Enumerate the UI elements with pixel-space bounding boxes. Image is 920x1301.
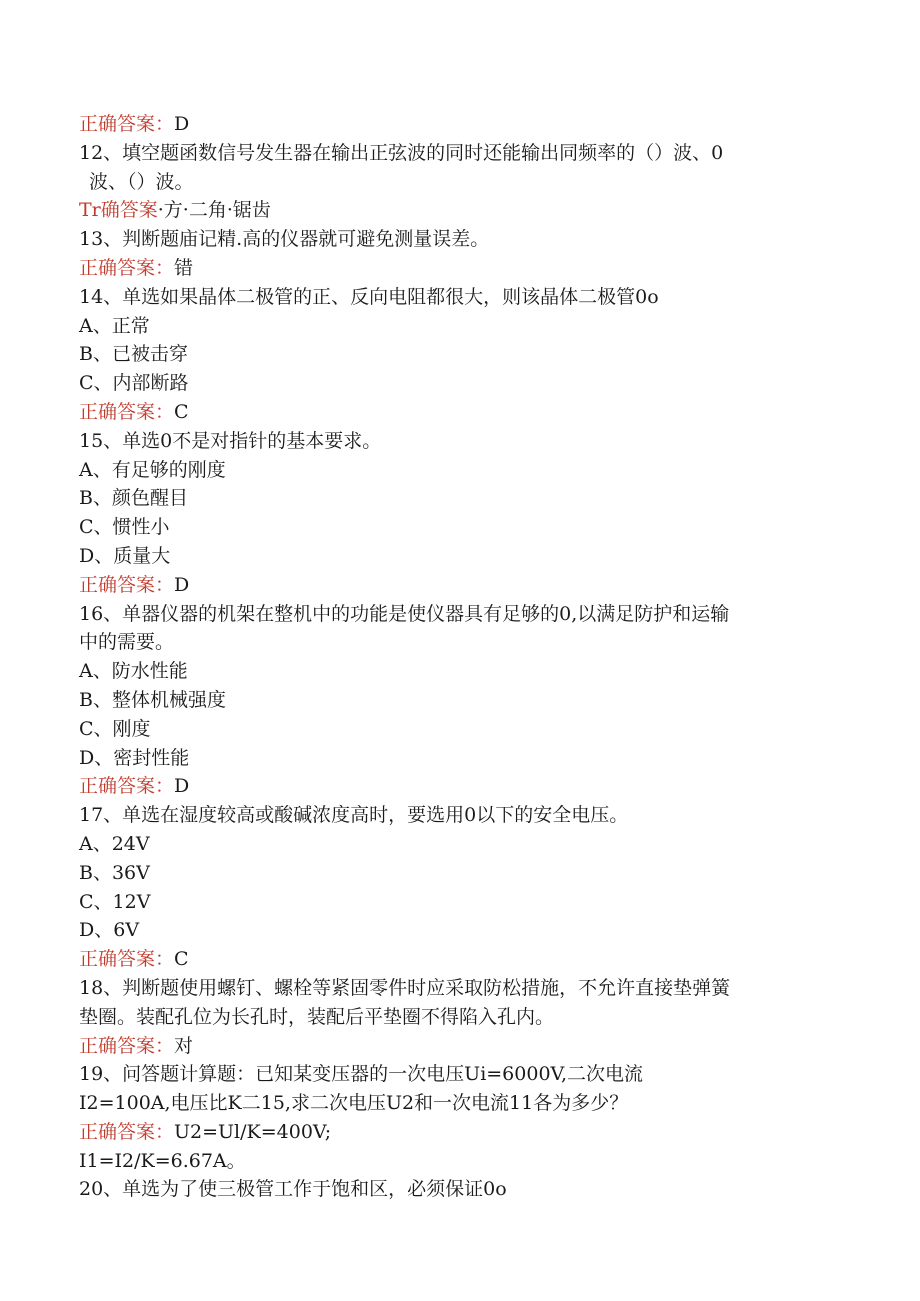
answer-value: C	[174, 948, 189, 971]
answer-label: 正确答案：	[79, 1120, 175, 1143]
text-line: C、内部断路	[79, 372, 189, 395]
text-line: 波、（）波。	[89, 170, 194, 193]
text-line: A、正常	[79, 314, 150, 337]
answer-label: 正确答案：	[79, 113, 175, 135]
text-line: 垫圈。装配孔位为长孔时，装配后平垫圈不得陷入孔内。	[79, 1005, 555, 1028]
text-line: 中的需要。	[79, 631, 175, 654]
answer-line	[79, 196, 839, 225]
answer-value: 对	[174, 1034, 194, 1057]
answer-line	[79, 254, 839, 283]
text-line: I1=I2/K=6.67A。	[79, 1149, 246, 1172]
answer-line	[79, 571, 839, 600]
answer-value: ·方·二角·锯齿	[157, 199, 271, 222]
text-line: B、36V	[79, 861, 150, 884]
question-list	[79, 110, 839, 1204]
text-line: B、已被击穿	[79, 343, 188, 366]
answer-line	[79, 1032, 839, 1061]
text-line: A、24V	[79, 832, 150, 855]
answer-value: U2=Ul/K=400V;	[174, 1120, 332, 1143]
text-line: C、12V	[79, 890, 151, 913]
answer-label: 正确答案：	[79, 1034, 175, 1057]
answer-value: C	[174, 400, 189, 423]
answer-label: 正确答案：	[79, 573, 175, 596]
text-line: A、有足够的刚度	[79, 458, 226, 481]
text-line: 18、判断题使用螺钉、螺栓等紧固零件时应采取防松措施，不允许直接垫弹簧	[79, 976, 731, 999]
answer-line	[79, 398, 839, 427]
text-line: 16、单器仪器的机架在整机中的功能是使仪器具有足够的0,以满足防护和运输	[79, 602, 730, 625]
answer-line	[79, 945, 839, 974]
text-line: D、6V	[79, 919, 140, 942]
answer-value: D	[174, 573, 190, 596]
answer-label: Tr确答案	[79, 199, 158, 222]
answer-label: 正确答案：	[79, 400, 175, 423]
answer-label: 正确答案：	[79, 256, 175, 279]
text-line: I2=100A,电压比K二15,求二次电压U2和一次电流11各为多少？	[79, 1092, 629, 1115]
answer-value: D	[174, 113, 190, 135]
text-line: D、密封性能	[79, 746, 190, 769]
text-line: 17、单选在湿度较高或酸碱浓度高时，要选用0以下的安全电压。	[79, 804, 629, 827]
text-line: B、整体机械强度	[79, 688, 226, 711]
text-line: 12、填空题函数信号发生器在输出正弦波的同时还能输出同频率的（）波、0	[79, 141, 724, 164]
text-line: C、惯性小	[79, 516, 170, 539]
text-line: 15、单选0不是对指针的基本要求。	[79, 429, 382, 452]
text-line: 13、判断题庙记精.高的仪器就可避免测量误差。	[79, 228, 490, 251]
answer-label: 正确答案：	[79, 775, 175, 798]
answer-line	[79, 772, 839, 801]
answer-value: D	[174, 775, 190, 798]
text-line: C、刚度	[79, 717, 151, 740]
answer-label: 正确答案：	[79, 948, 175, 971]
answer-line	[79, 110, 839, 139]
answer-value: 错	[174, 256, 194, 279]
text-line: 19、问答题计算题：已知某变压器的一次电压Ui=6000V,二次电流	[79, 1063, 643, 1086]
answer-line	[79, 1118, 839, 1147]
text-line: D、质量大	[79, 544, 171, 567]
text-line: 14、单选如果晶体二极管的正、反向电阻都很大，则该晶体二极管0o	[79, 285, 659, 308]
text-line: B、颜色醒目	[79, 487, 188, 510]
text-line: 20、单选为了使三极管工作于饱和区，必须保证0o	[79, 1178, 507, 1201]
text-line: A、防水性能	[79, 660, 188, 683]
